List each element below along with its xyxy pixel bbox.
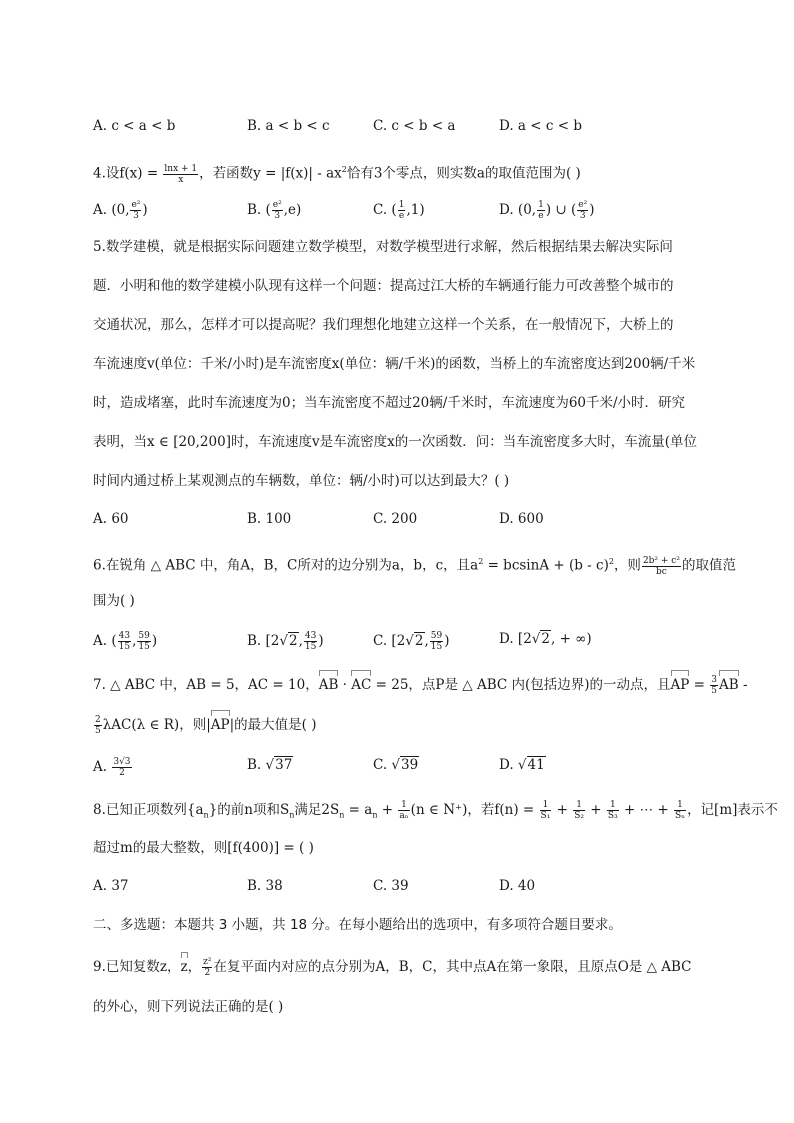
q7-option-a: A. $\frac{3√3}{2}$ [93,757,131,778]
q8-option-b: B. 38 [247,878,283,894]
q8-option-a: A. 37 [93,878,129,894]
q7-option-b: B. √37 [247,757,293,773]
q6-option-c: C. [2√2, $\frac{59}{15}$ ) [373,631,450,652]
q5-option-a: A. 60 [93,511,129,527]
q4-text: 4.设f(x) = [93,165,163,182]
q4-text-suffix: 恰有3个零点，则实数a的取值范围为( ) [346,165,581,182]
q7-options [93,757,713,777]
q4-option-d: D. (0, $\frac{1}{e}$ ) ∪ ( $\frac{\text{e²}}{3}$ ) [499,200,595,221]
q4-option-c: C. ( $\frac{1}{e}$ ,1) [373,200,425,221]
q6-options [93,631,713,651]
q3-option-c: C. c < b < a [373,118,456,134]
q6-stem-line-2: 围为( ) [93,593,135,609]
q4-exp: 2 [341,165,347,174]
q3-option-d: D. a < c < b [499,118,582,134]
q5-line-6: 表明，当x ∈ [20,200]时，车流速度v是车流密度x的一次函数．问：当车流密度多大时，车流量(单位 [93,434,697,450]
z-conjugate: z [180,959,188,975]
q4-option-a: A. (0, $\frac{\text{e²}}{3}$ ) [93,200,148,221]
q5-options [93,511,713,531]
q6-stem-line-1: 6.在锐角 △ ABC 中，角A，B，C所对的边分别为a，b，c，且$a^2 = bcsinA + (b - c)^2$，则 $\frac{\text{2b² + c²}}{bc}$ 的取值范 [93,555,736,577]
q9-stem-line-2: 的外心，则下列说法正确的是( ) [93,999,284,1015]
q4-frac-den: x [178,174,184,185]
q7-option-d: D. √41 [499,757,545,773]
vector-ab: AB [318,677,339,693]
q9-stem-line-1: 9.已知复数z，z， $\frac{\text{z²}}{2}$ 在复平面内对应的点分别为A，B，C，其中点A在第一象限，且原点O是 △ ABC [93,957,692,978]
q6-option-b: B. [2√2, $\frac{43}{15}$ ) [247,631,324,652]
q6-fraction: $\frac{\text{2b² + c²}}{bc}$ [642,555,680,577]
q8-stem-line-2: 超过m的最大整数，则[f(400)] = ( ) [93,840,314,856]
q4-frac-num: lnx + 1 [164,163,198,174]
q3-options [93,118,713,138]
q8-stem-line-1: 8.已知正项数列$\{a_n\}$的前n项和$S_n$满足$2S_n = a_n$ + $\frac{1}{\text{aₙ}}$ (n ∈ N⁺)，若f(n) = $\frac{1}{\text{S₁}}$ + $\frac{1}{\text{S₂}}$ + $\frac{1}{\text{S₃}}$ + ⋯ + $\frac{1}{\text{Sₙ}}$ ，记[m]表示不 [93,800,778,821]
vector-ab-2: AB [719,677,739,693]
q4-fraction [163,164,198,185]
vector-ac: AC [351,677,372,693]
q5-option-b: B. 100 [247,511,292,527]
q4-text-middle: ，若函数y = |f(x)| - ax [199,165,342,182]
q6-option-d: D. [2√2, + ∞) [499,631,592,647]
q6-option-a: A. ( $\frac{43}{15}$ , $\frac{59}{15}$ ) [93,631,158,652]
q5-line-7: 时间内通过桥上某观测点的车辆数，单位：辆/小时)可以达到最大？( ) [93,473,510,489]
q3-option-b: B. a < b < c [247,118,330,134]
section-heading-multiple-choice: 二、多选题：本题共 3 小题，共 18 分。在每小题给出的选项中，有多项符合题目要求。 [93,917,622,933]
q4-options [93,200,713,220]
q7-option-c: C. √39 [373,757,419,773]
q5-option-c: C. 200 [373,511,418,527]
q8-options [93,878,713,898]
q7-stem-line-1: 7. △ ABC 中，AB = 5，AC = 10，AB · AC = 25，点P是 △ ABC 内(包括边界)的一动点，且AP = $\frac{3}{5}$ AB - [93,675,748,696]
q5-line-1: 5.数学建模，就是根据实际问题建立数学模型，对数学模型进行求解，然后根据结果去解决实际问 [93,239,673,255]
q4-option-b: B. ( $\frac{\text{e²}}{3}$ ,e) [247,200,302,221]
q5-option-d: D. 600 [499,511,544,527]
q5-line-3: 交通状况，那么，怎样才可以提高呢？我们理想化地建立这样一个关系，在一般情况下，大桥上的 [93,317,674,333]
q5-line-4: 车流速度v(单位：千米/小时)是车流密度x(单位：辆/千米)的函数，当桥上的车流密度达到200辆/千米 [93,356,696,372]
vector-ap-2: AP [210,717,230,733]
q5-line-2: 题．小明和他的数学建模小队现有这样一个问题：提高过江大桥的车辆通行能力可改善整个城市的 [93,278,674,294]
q8-option-c: C. 39 [373,878,409,894]
vector-ap: AP [670,677,690,693]
q7-stem-line-2: $\frac{2}{5}$ λAC(λ ∈ R)，则|AP|的最大值是( ) [95,715,317,736]
q5-line-5: 时，造成堵塞，此时车流速度为0；当车流密度不超过20辆/千米时，车流速度为60千米/小时．研究 [93,395,686,411]
q4-stem [93,160,581,185]
q8-option-d: D. 40 [499,878,536,894]
q3-option-a: A. c < a < b [93,118,176,134]
